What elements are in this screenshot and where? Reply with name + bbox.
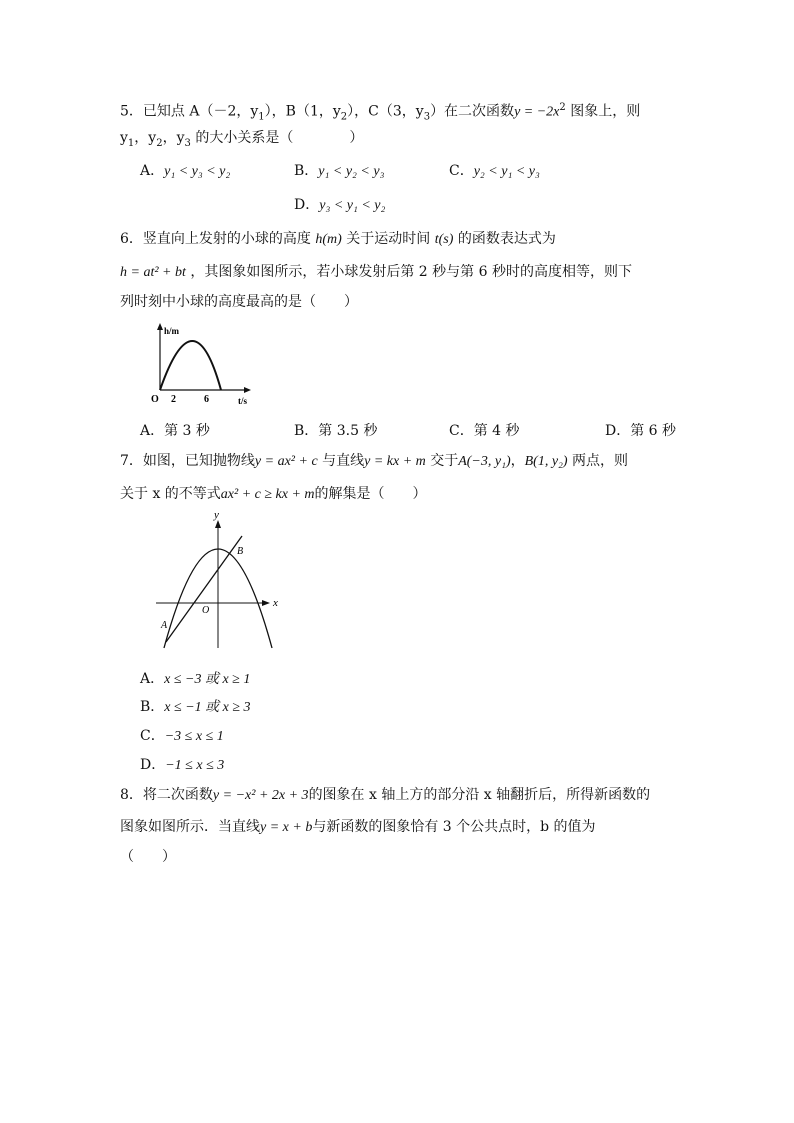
q7-x-arrow-icon [262, 600, 270, 606]
q7-option-d[interactable]: D．−1 ≤ x ≤ 3 [140, 757, 225, 773]
q6-y-arrow-icon [157, 323, 163, 330]
q5-option-d[interactable]: D．y₃ < y₁ < y₂ [294, 197, 386, 213]
q7-origin-label: O [202, 605, 210, 616]
q7-stem-line2: 关于 x 的不等式ax² + c ≥ kx + m的解集是（ ） [120, 486, 427, 502]
q6-option-d[interactable]: D．第 6 秒 [605, 423, 677, 439]
q6-origin-label: O [151, 394, 159, 405]
q6-option-b[interactable]: B．第 3.5 秒 [294, 423, 378, 439]
q8-stem-line1: 8．将二次函数y = −x² + 2x + 3的图象在 x 轴上方的部分沿 x 轴翻折后，所得新函数的 [120, 787, 651, 803]
q5-option-c[interactable]: C．y₂ < y₁ < y₃ [449, 163, 540, 179]
q8-function: y = −x² + 2x + 3 [212, 788, 309, 803]
q7-line-eq: y = kx + m [364, 454, 426, 469]
q6-option-c[interactable]: C．第 4 秒 [449, 423, 520, 439]
q6-x-label: t/s [238, 396, 247, 406]
q6-figure [148, 322, 258, 410]
q6-stem-line2: h = at² + bt ，其图象如图所示，若小球发射后第 2 秒与第 6 秒时的高度相等，则下 [120, 264, 632, 280]
q6-formula: h = at² + bt [120, 265, 186, 280]
q6-tick-6: 6 [204, 394, 209, 405]
q6-tick-2: 2 [171, 394, 176, 405]
q6-option-a[interactable]: A．第 3 秒 [140, 423, 210, 439]
q7-option-a[interactable]: A．x ≤ −3 或 x ≥ 1 [140, 671, 251, 687]
q7-inequality: ax² + c ≥ kx + m [220, 487, 315, 502]
q7-y-arrow-icon [215, 520, 221, 528]
q6-y-label: h/m [164, 326, 180, 336]
q7-point-a-label: A [161, 620, 168, 631]
q8-line-eq: y = x + b [260, 820, 313, 835]
q5-option-a[interactable]: A．y₁ < y₃ < y₂ [140, 163, 231, 179]
q5-option-b[interactable]: B．y₁ < y₂ < y₃ [294, 163, 385, 179]
q6-stem-line3: 列时刻中小球的高度最高的是（ ） [120, 294, 358, 310]
q5-stem-line1: 5．已知点 A（－2，$y_1$），B（1，$y_2$），C（3，$y_3$）在二次函数$y = -2x^2$ 图象上，则 [120, 102, 641, 123]
q5-function: y = −2x [514, 104, 560, 120]
q8-stem-line3: （ ） [120, 849, 176, 865]
q7-line [166, 536, 242, 642]
q8-stem-line2: 图象如图所示．当直线y = x + b与新函数的图象恰有 3 个公共点时，b 的值为 [120, 819, 596, 835]
q7-figure [150, 510, 290, 652]
q6-parabola [160, 341, 221, 390]
q7-parabola-eq: y = ax² + c [254, 454, 318, 469]
q7-option-c[interactable]: C．−3 ≤ x ≤ 1 [140, 728, 224, 744]
q7-stem-line1: 7．如图，已知抛物线y = ax² + c 与直线y = kx + m 交于A(−3, y₁)，B(1, y₂) 两点，则 [120, 453, 629, 469]
q6-x-arrow-icon [244, 387, 251, 393]
q7-y-label: y [214, 509, 219, 521]
q5-stem-line2: $y_1$，$y_2$，$y_3$ 的大小关系是（ ） [120, 130, 364, 149]
q7-option-b[interactable]: B．x ≤ −1 或 x ≥ 3 [140, 699, 251, 715]
q7-x-label: x [273, 597, 278, 609]
q6-stem-line1: 6．竖直向上发射的小球的高度 h(m) 关于运动时间 t(s) 的函数表达式为 [120, 231, 556, 247]
q7-point-b-label: B [237, 546, 244, 557]
